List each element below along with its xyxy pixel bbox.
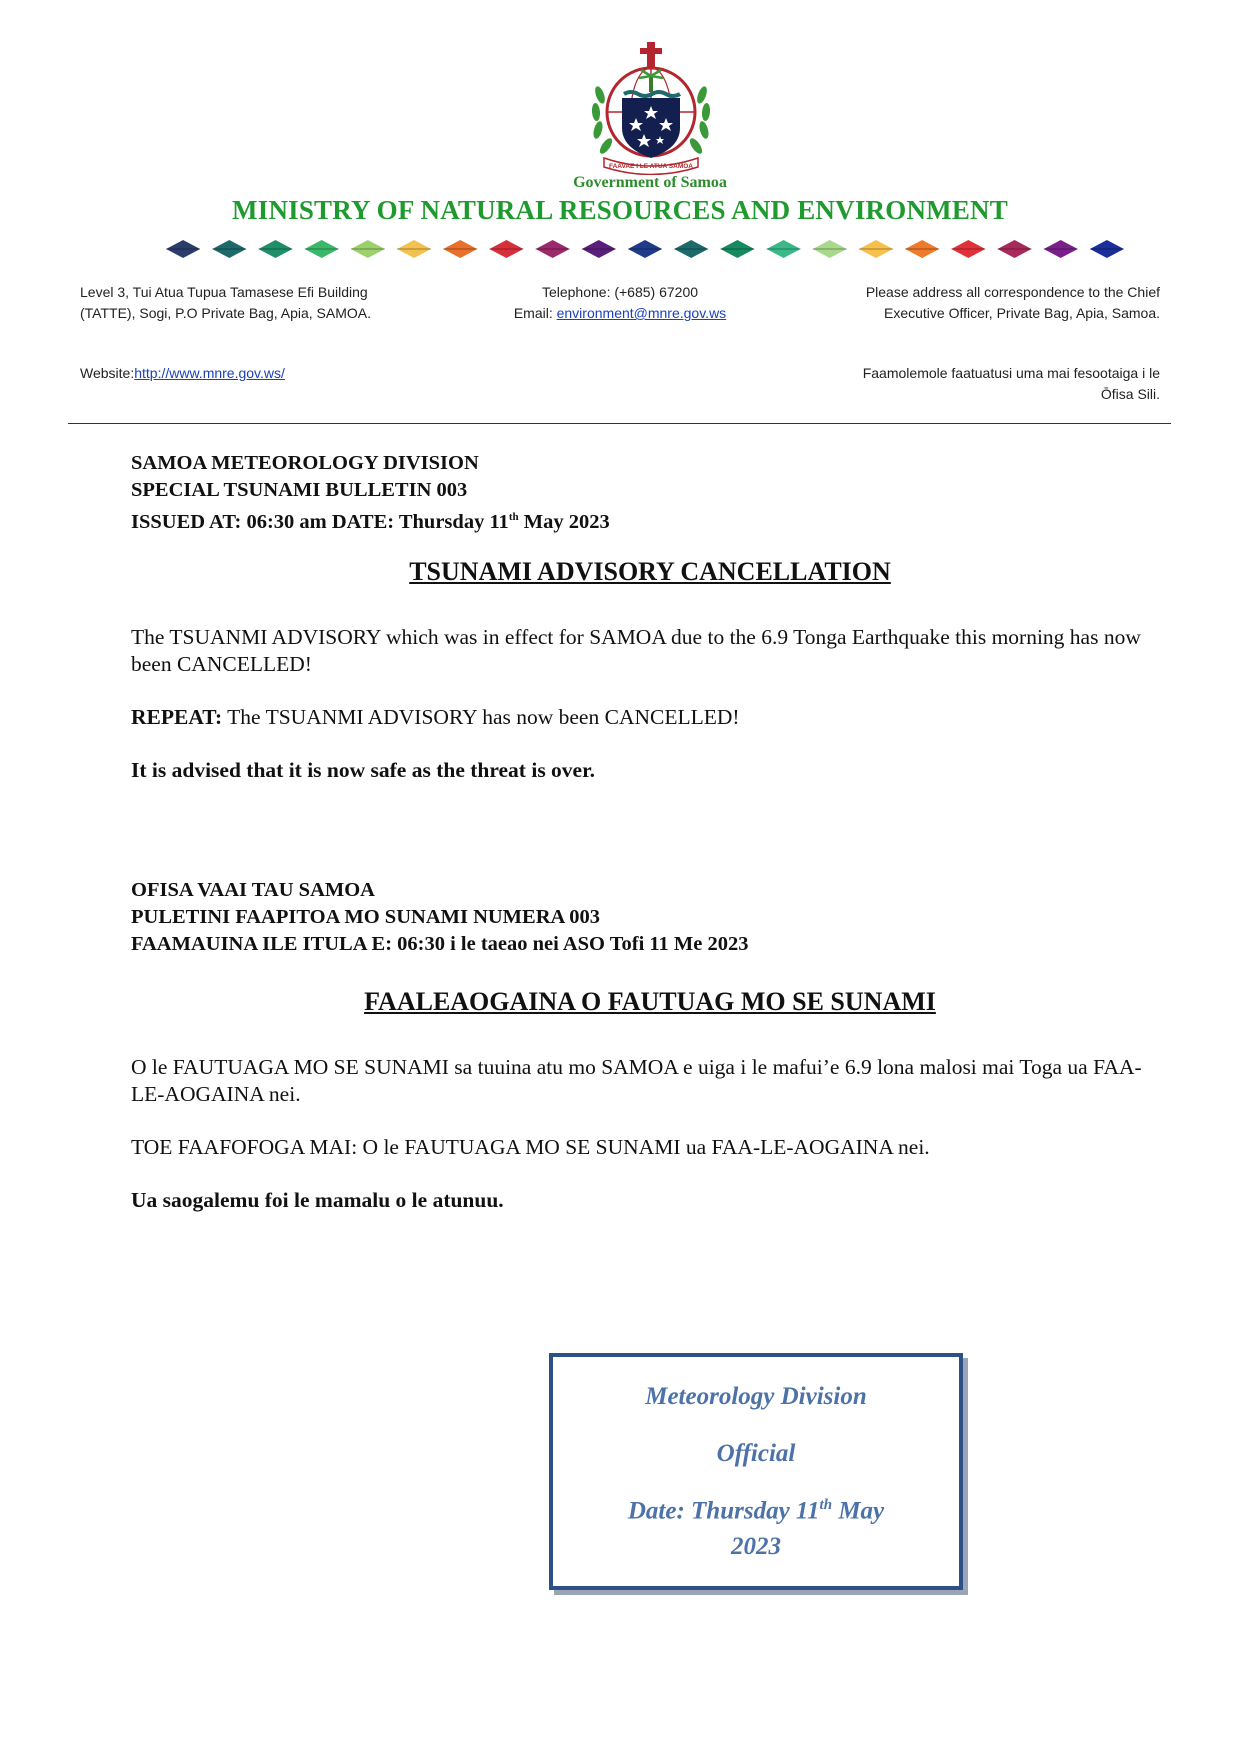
telephone: Telephone: (+685) 67200 (541, 284, 699, 300)
issued-at: FAAMAUINA ILE ITULA E: 06:30 i le taeao nei ASO Tofi 11 Me 2023 (131, 933, 749, 955)
stamp-official: Official (716, 1440, 796, 1467)
english-title: TSUNAMI ADVISORY CANCELLATION (409, 557, 891, 586)
ministry-title: MINISTRY OF NATURAL RESOURCES AND ENVIRONMENT (232, 195, 1008, 225)
repeat-text: The TSUANMI ADVISORY has now been CANCELLED! (222, 705, 740, 729)
email-label: Email: (513, 305, 557, 321)
bulletin-number: SPECIAL TSUNAMI BULLETIN 003 (131, 479, 468, 501)
stamp-date: Date: Thursday 11th May (627, 1497, 885, 1525)
division-name: SAMOA METEOROLOGY DIVISION (131, 452, 479, 474)
government-label: Government of Samoa (573, 174, 727, 191)
header-divider (68, 423, 1171, 424)
address-line: (TATTE), Sogi, P.O Private Bag, Apia, SAMOA. (80, 305, 371, 321)
website-label: Website: (80, 365, 135, 381)
contact-info (410, 282, 830, 324)
issued-at: ISSUED AT: 06:30 am DATE: Thursday 11th May 2023 (131, 510, 610, 533)
stamp-division: Meteorology Division (645, 1383, 867, 1410)
official-stamp (549, 1353, 963, 1590)
crest-motto: FAAVAE I LE ATUA SAMOA (608, 163, 694, 170)
samoan-correspondence-line: Faamolemole faatuatusi uma mai fesootaiga i le (862, 365, 1160, 381)
correspondence-line: Please address all correspondence to the Chief (865, 284, 1160, 300)
decorative-diamond-row (160, 238, 1130, 260)
website (80, 363, 285, 384)
repeat-label: REPEAT: (131, 705, 223, 729)
website-link[interactable]: http://www.mnre.gov.ws/ (134, 365, 285, 381)
ministry-address (80, 282, 440, 324)
division-name: OFISA VAAI TAU SAMOA (131, 879, 375, 901)
samoan-paragraph: O le FAUTUAGA MO SE SUNAMI sa tuuina atu mo SAMOA e uiga i le mafui’e 6.9 lona malosi mai Toga ua FAA-LE-AOGAINA nei. (131, 1055, 1142, 1106)
correspondence-line: Executive Officer, Private Bag, Apia, Samoa. (884, 305, 1160, 321)
stamp-year: 2023 (731, 1533, 781, 1560)
english-paragraph: The TSUANMI ADVISORY which was in effect for SAMOA due to the 6.9 Tonga Earthquake this morning has now been CANCELLED! (131, 625, 1141, 676)
bulletin-number: PULETINI FAAPITOA MO SUNAMI NUMERA 003 (131, 906, 601, 928)
address-line: Level 3, Tui Atua Tupua Tamasese Efi Building (80, 284, 368, 300)
english-bulletin-header (131, 450, 610, 536)
english-advice: It is advised that it is now safe as the threat is over. (131, 758, 596, 782)
samoa-coat-of-arms (586, 40, 716, 175)
email-link[interactable]: environment@mnre.gov.ws (556, 305, 727, 321)
samoan-bulletin-header (131, 877, 749, 958)
samoan-advice: Ua saogalemu foi le mamalu o le atunuu. (131, 1188, 504, 1212)
samoan-correspondence-note (760, 363, 1160, 405)
samoan-repeat: TOE FAAFOFOGA MAI: O le FAUTUAGA MO SE SUNAMI ua FAA-LE-AOGAINA nei. (131, 1135, 930, 1159)
english-repeat (131, 704, 1171, 731)
correspondence-note (790, 282, 1160, 324)
samoan-title: FAALEAOGAINA O FAUTUAG MO SE SUNAMI (364, 987, 936, 1016)
samoan-correspondence-line: Ōfisa Sili. (1100, 386, 1160, 402)
